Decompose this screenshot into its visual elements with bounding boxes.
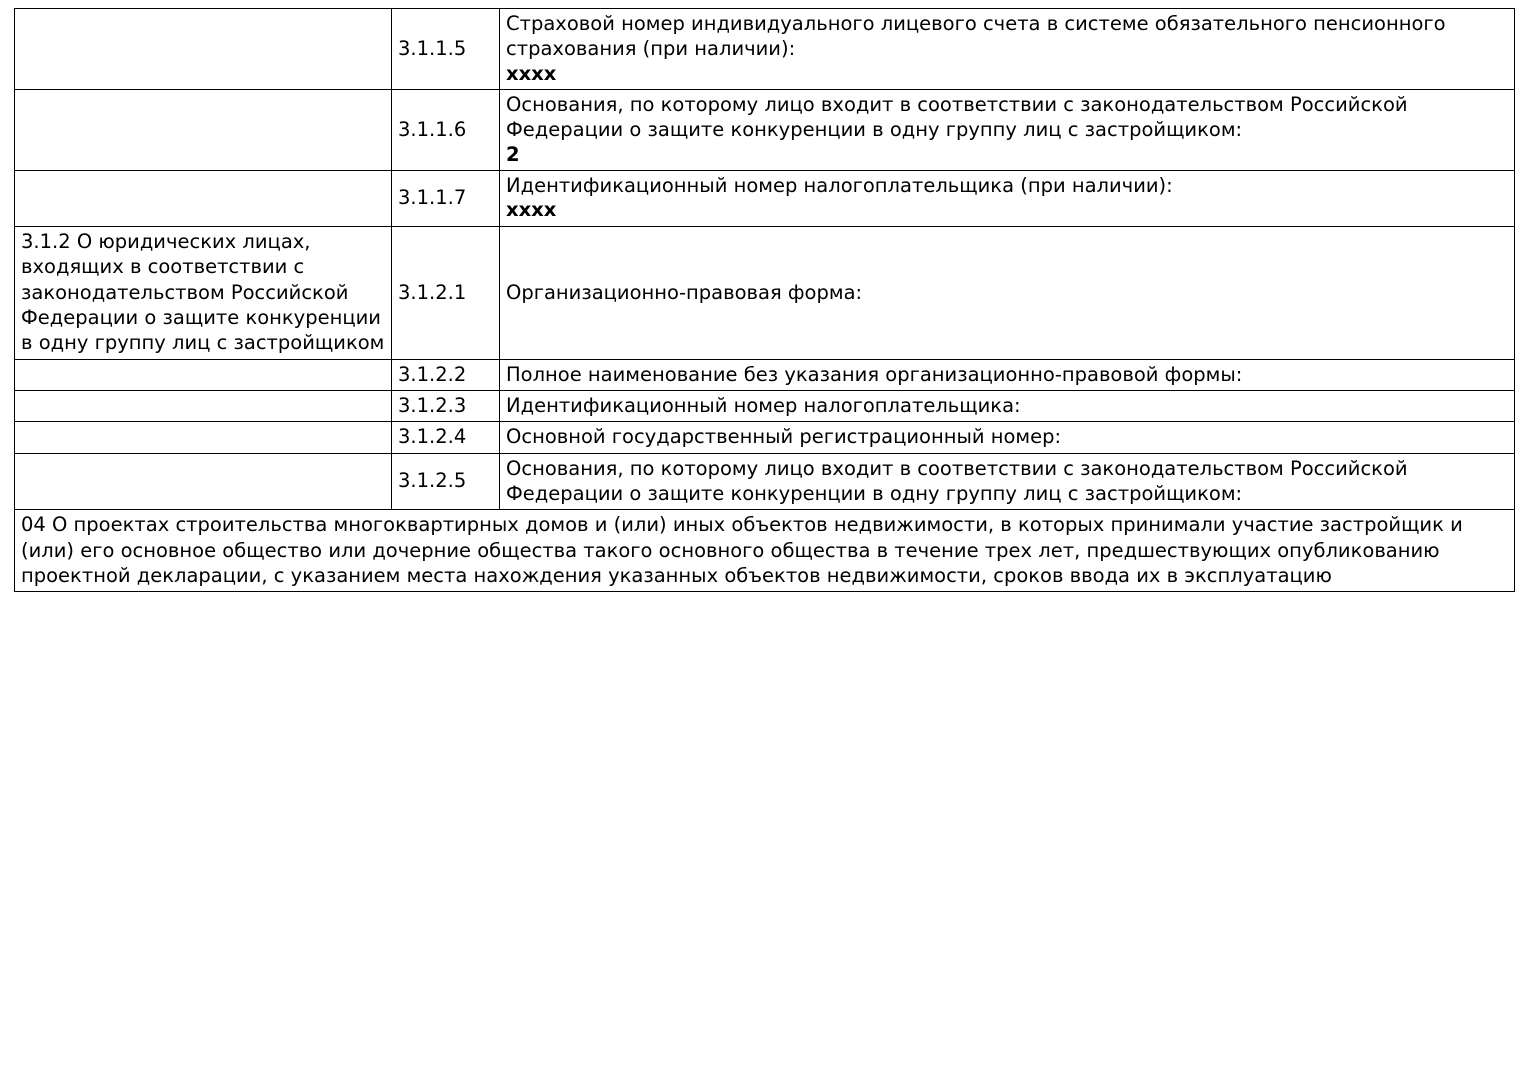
row-text: Основания, по которому лицо входит в соответствии с законодательством Российской Федерации о защите конкуренции в одну группу лиц с застройщиком: — [506, 456, 1408, 505]
row-code: 3.1.2.5 — [392, 453, 500, 510]
row-code: 3.1.2.4 — [392, 422, 500, 453]
row-text: Основной государственный регистрационный номер: — [506, 425, 1062, 449]
row-section-label — [15, 422, 392, 453]
table-row — [15, 90, 1515, 171]
row-content — [500, 226, 1515, 359]
table-row — [15, 422, 1515, 453]
table-row — [15, 453, 1515, 510]
row-section-label — [15, 9, 392, 90]
row-section-label — [15, 171, 392, 227]
row-text: Страховой номер индивидуального лицевого счета в системе обязательного пенсионного страхования (при наличии): — [506, 12, 1446, 61]
row-value: xxxx — [506, 61, 557, 85]
row-content — [500, 9, 1515, 90]
row-value: 2 — [506, 142, 520, 166]
row-code: 3.1.1.7 — [392, 171, 500, 227]
row-section-label: 3.1.2 О юридических лицах, входящих в соответствии с законодательством Российской Федерации о защите конкуренции в одну группу лиц с застройщиком — [15, 226, 392, 359]
row-content — [500, 90, 1515, 171]
table-row — [15, 9, 1515, 90]
row-text: Основания, по которому лицо входит в соответствии с законодательством Российской Федерации о защите конкуренции в одну группу лиц с застройщиком: — [506, 93, 1408, 142]
row-code: 3.1.2.2 — [392, 359, 500, 390]
table-row — [15, 171, 1515, 227]
row-section-label — [15, 90, 392, 171]
row-content — [500, 422, 1515, 453]
row-code: 3.1.2.1 — [392, 226, 500, 359]
table-row — [15, 359, 1515, 390]
row-content — [500, 390, 1515, 421]
row-code: 3.1.1.5 — [392, 9, 500, 90]
row-text: Идентификационный номер налогоплательщика: — [506, 393, 1021, 417]
row-text: Полное наименование без указания организационно-правовой формы: — [506, 362, 1243, 386]
row-section-label — [15, 453, 392, 510]
section-04-text: 04 О проектах строительства многоквартирных домов и (или) иных объектов недвижимости, в которых принимали участие застройщик и (или) его основное общество или дочерние общества такого основного общества в течение трех лет, предшествующих опубликованию проектной декларации, с указанием места нахождения указанных объектов недвижимости, сроков ввода их в эксплуатацию — [15, 510, 1515, 592]
row-content — [500, 359, 1515, 390]
row-content — [500, 453, 1515, 510]
table-row — [15, 226, 1515, 359]
row-content — [500, 171, 1515, 227]
row-value: xxxx — [506, 198, 557, 222]
row-code: 3.1.1.6 — [392, 90, 500, 171]
table-row — [15, 390, 1515, 421]
row-text: Организационно-правовая форма: — [506, 280, 863, 304]
project-declaration-table — [14, 8, 1515, 592]
row-text: Идентификационный номер налогоплательщика (при наличии): — [506, 174, 1173, 198]
row-code: 3.1.2.3 — [392, 390, 500, 421]
row-section-label — [15, 359, 392, 390]
table-row-section-04 — [15, 510, 1515, 592]
row-section-label — [15, 390, 392, 421]
